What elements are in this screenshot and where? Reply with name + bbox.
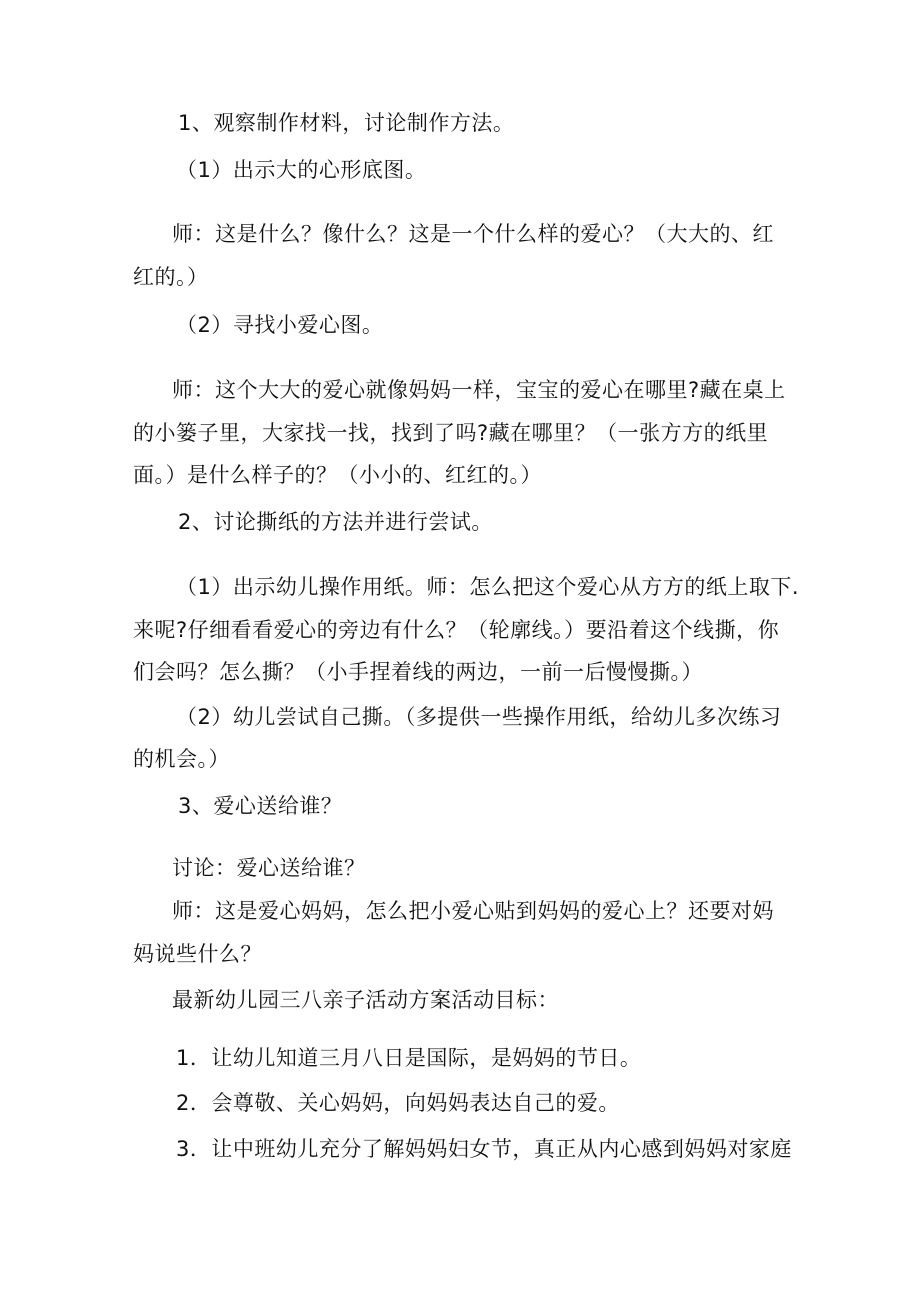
text-line: 的机会。） (133, 747, 230, 771)
text-line: 红的。） (133, 265, 209, 289)
text-line: 3．让中班幼儿充分了解妈妈妇女节，真正从内心感到妈妈对家庭 (176, 1137, 792, 1161)
text-line: 讨论：爱心送给谁？ (172, 856, 366, 880)
text-line: 最新幼儿园三八亲子活动方案活动目标： (172, 988, 559, 1012)
text-line: （1）出示幼儿操作用纸。师：怎么把这个爱心从方方的纸上取下. (176, 575, 800, 599)
text-line: 师：这个大大的爱心就像妈妈一样，宝宝的爱心在哪里?藏在桌上 (172, 378, 786, 402)
text-line: 们会吗？怎么撕？（小手捏着线的两边，一前一后慢慢撕。） (133, 660, 703, 684)
text-line: 妈说些什么？ (133, 942, 262, 966)
text-line: （2）寻找小爱心图。 (176, 313, 384, 337)
text-line: 师：这是爱心妈妈，怎么把小爱心贴到妈妈的爱心上？还要对妈 (172, 899, 774, 923)
text-line: 3、爱心送给谁？ (178, 794, 343, 818)
text-line: 面。）是什么样子的？（小小的、红红的。） (133, 463, 542, 487)
text-line: 1．让幼儿知道三月八日是国际，是妈妈的节日。 (176, 1046, 642, 1070)
text-line: 2．会尊敬、关心妈妈，向妈妈表达自己的爱。 (176, 1091, 620, 1115)
text-line: （1）出示大的心形底图。 (176, 158, 427, 182)
text-line: 2、讨论撕纸的方法并进行尝试。 (178, 510, 493, 534)
text-line: 的小篓子里，大家找一找，找到了吗?藏在哪里？（一张方方的纸里 (133, 421, 769, 445)
text-line: （2）幼儿尝试自己撕。（多提供一些操作用纸，给幼儿多次练习 (176, 705, 782, 729)
text-line: 1、观察制作材料，讨论制作方法。 (178, 111, 515, 135)
text-line: 师：这是什么？像什么？这是一个什么样的爱心？（大大的、红 (172, 222, 774, 246)
text-line: 来呢?仔细看看爱心的旁边有什么？（轮廓线。）要沿着这个线撕，你 (133, 618, 780, 642)
